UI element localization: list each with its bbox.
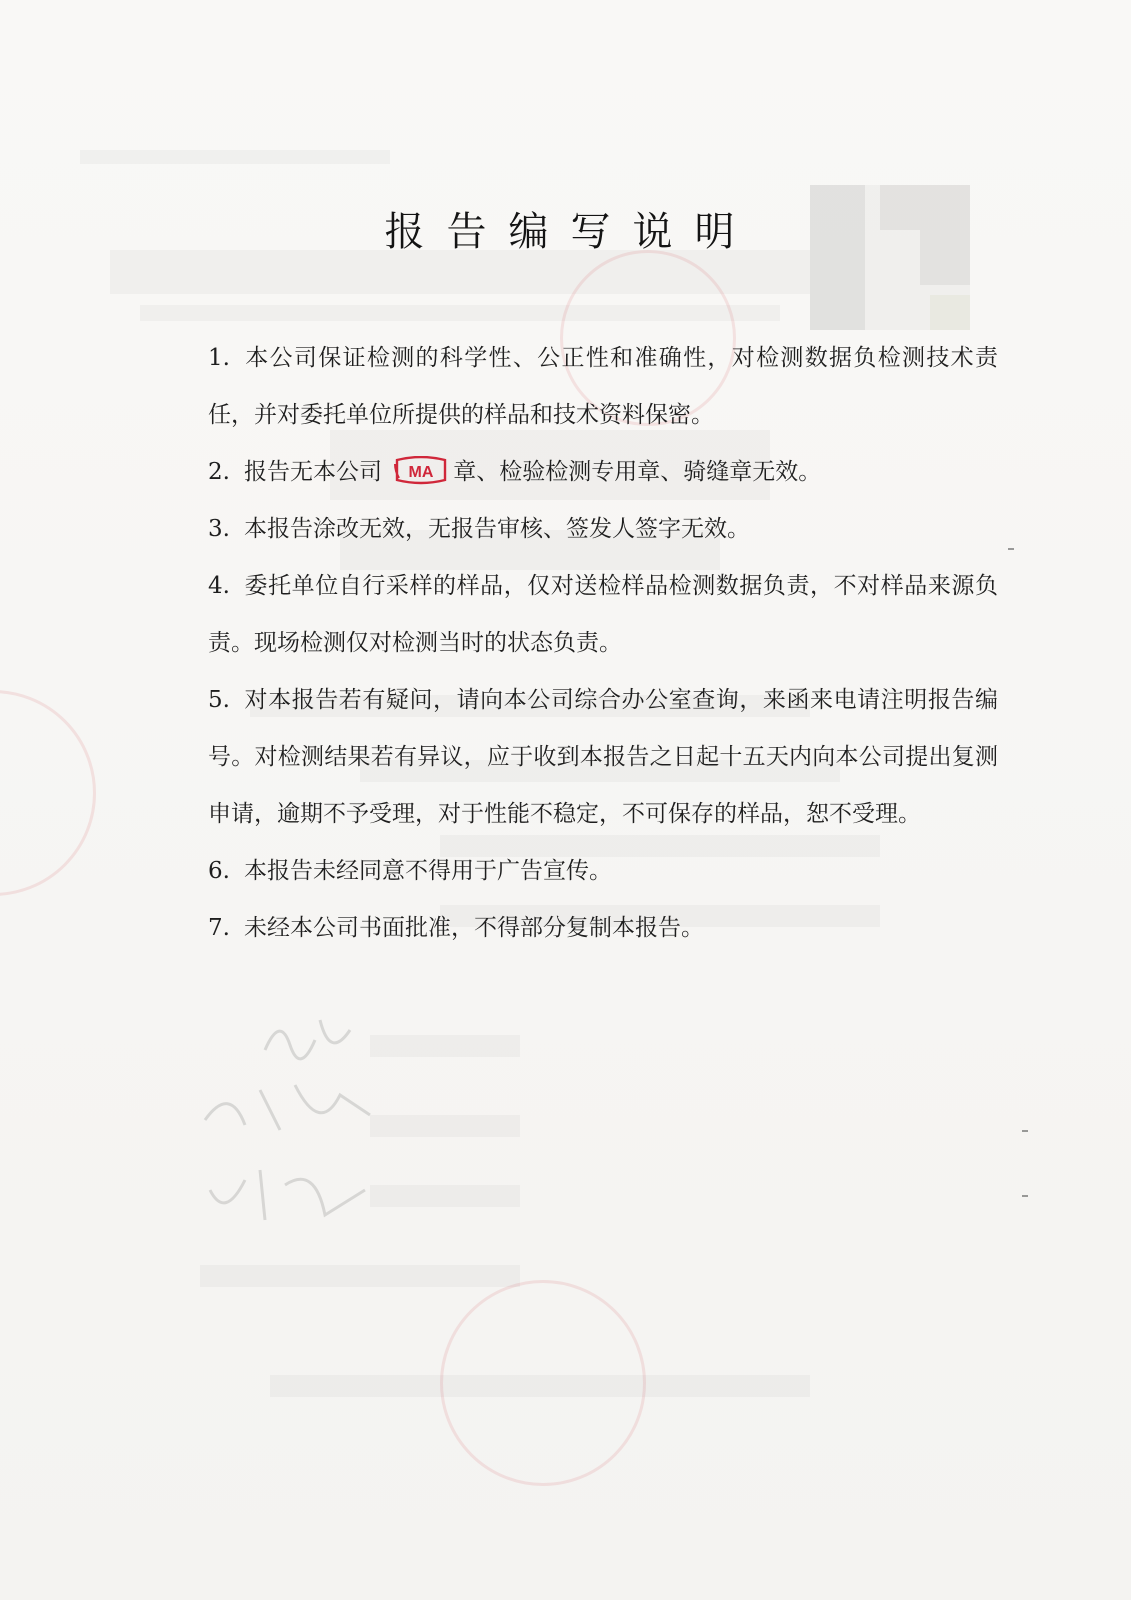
- bleed-through-date-line: [200, 1265, 520, 1287]
- bleed-through-seal-left: [0, 690, 96, 896]
- clause-list: [208, 330, 998, 957]
- clause-number: 6.: [208, 858, 230, 884]
- scan-speck: [1022, 1195, 1028, 1197]
- bleed-through-header-line: [80, 150, 390, 164]
- clause-item: [208, 672, 998, 843]
- bleed-through-sign-line-3: [370, 1185, 520, 1207]
- clause-number: 7.: [208, 915, 230, 941]
- bleed-through-signature-1: [260, 1010, 360, 1070]
- clause-text: 本报告未经同意不得用于广告宣传。: [243, 858, 612, 884]
- clause-text: 委托单位自行采样的样品，仅对送检样品检测数据负责，不对样品来源负责。现场检测仅对检测当时的状态负责。: [208, 573, 998, 656]
- scan-speck: [1008, 548, 1014, 550]
- clause-text: 未经本公司书面批准，不得部分复制本报告。: [243, 915, 704, 941]
- clause-number: 1.: [208, 345, 230, 371]
- page-title: 报告编写说明: [384, 209, 757, 255]
- scan-speck: [1022, 1130, 1028, 1132]
- bleed-through-signature-3: [205, 1160, 375, 1230]
- clause-item: [208, 843, 998, 900]
- clause-item: [208, 501, 998, 558]
- bleed-through-sign-line-2: [370, 1115, 520, 1137]
- clause-item: [208, 330, 998, 444]
- bleed-through-signature-2: [200, 1075, 380, 1145]
- clause-text: 本公司保证检测的科学性、公正性和准确性，对检测数据负检测技术责任，并对委托单位所提供的样品和技术资料保密。: [208, 345, 998, 428]
- clause-item: [208, 444, 998, 501]
- clause-number: 5.: [208, 687, 230, 713]
- clause-text: 报告无本公司: [243, 459, 382, 485]
- clause-text: 对本报告若有疑问，请向本公司综合办公室查询，来函来电请注明报告编号。对检测结果若有异议，应于收到本报告之日起十五天内向本公司提出复测申请，逾期不予受理，对于性能不稳定，不可保存的样品，恕不受理。: [208, 687, 998, 827]
- bleed-through-seal-bottom: [440, 1280, 646, 1486]
- clause-text: 本报告涂改无效，无报告审核、签发人签字无效。: [243, 516, 750, 542]
- cma-mark-text: MA: [408, 464, 434, 481]
- bleed-through-sign-line-1: [370, 1035, 520, 1057]
- clause-item: [208, 900, 998, 957]
- clause-text: 章、检验检测专用章、骑缝章无效。: [453, 459, 822, 485]
- clause-number: 3.: [208, 516, 230, 542]
- clause-item: [208, 558, 998, 672]
- clause-number: 2.: [208, 459, 230, 485]
- clause-number: 4.: [208, 573, 230, 599]
- cma-mark-icon: [393, 456, 449, 486]
